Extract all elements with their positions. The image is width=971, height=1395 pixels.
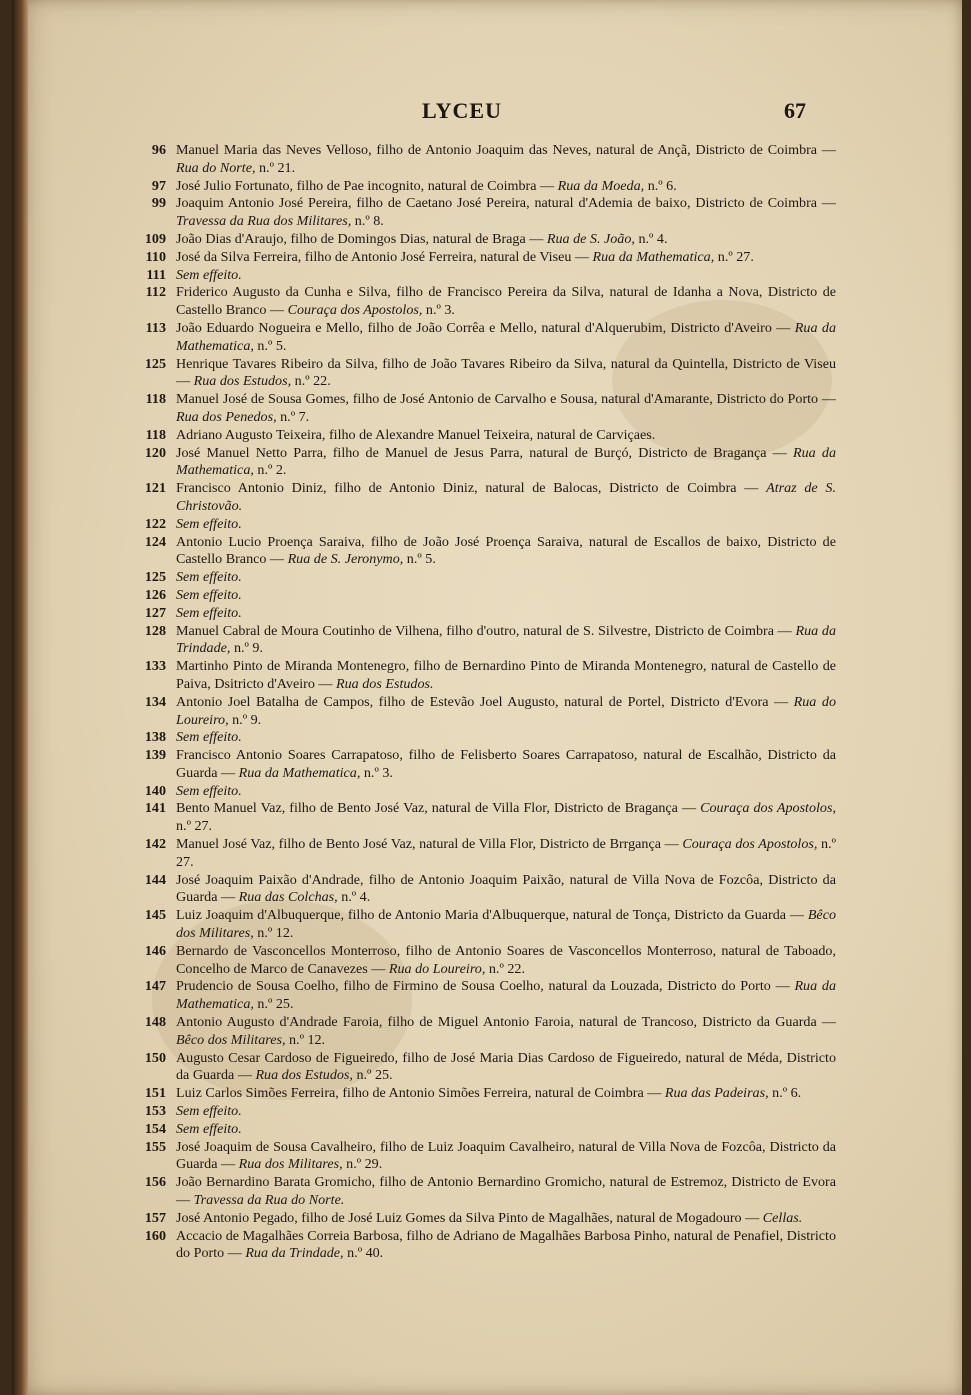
entry-number: 138 bbox=[144, 729, 166, 746]
entry-description: Francisco Antonio Diniz, filho de Antonio Diniz, natural de Balocas, Districto de Coimbra — bbox=[176, 480, 767, 497]
entry-text bbox=[176, 516, 836, 534]
entry-number: 113 bbox=[145, 319, 166, 336]
entry-house-number: n.º 25. bbox=[253, 996, 294, 1013]
running-title: LYCEU bbox=[422, 98, 502, 123]
register-entry bbox=[132, 320, 836, 356]
entry-text bbox=[176, 427, 836, 445]
register-entry bbox=[132, 445, 836, 481]
entry-address: Rua das Colchas, bbox=[238, 889, 338, 906]
entry-text bbox=[176, 836, 836, 872]
entry-number: 141 bbox=[144, 800, 166, 817]
entry-text bbox=[176, 142, 836, 178]
entry-description: Friderico Augusto da Cunha e Silva, filho de Francisco Pereira da Silva, natural de Idanha a Nova, Districto de Castello Branco — bbox=[176, 284, 836, 319]
entry-house-number: n.º 27. bbox=[714, 248, 754, 265]
entry-number: 118 bbox=[145, 391, 166, 408]
entry-house-number: n.º 29. bbox=[342, 1156, 383, 1173]
entry-house-number: n.º 3. bbox=[422, 302, 455, 319]
register-entry bbox=[132, 1121, 836, 1139]
entry-text bbox=[176, 800, 836, 836]
entry-text bbox=[176, 195, 836, 231]
entry-number: 134 bbox=[144, 693, 166, 710]
register-entry bbox=[132, 1050, 836, 1086]
entry-text bbox=[176, 1210, 836, 1228]
entry-number: 118 bbox=[145, 426, 166, 443]
entry-description: Luiz Carlos Simões Ferreira, filho de Antonio Simões Ferreira, natural de Coimbra — bbox=[176, 1085, 665, 1102]
entry-address: Bêco dos Militares, bbox=[176, 1031, 286, 1048]
entry-number: 96 bbox=[151, 142, 166, 158]
entry-house-number: n.º 12. bbox=[253, 925, 294, 942]
entry-address: Bêco dos Militares, bbox=[176, 907, 836, 942]
entry-house-number: n.º 5. bbox=[403, 551, 436, 568]
entry-text bbox=[176, 694, 836, 730]
entry-number: 125 bbox=[144, 355, 166, 372]
entry-number: 109 bbox=[144, 230, 166, 247]
entry-description: Augusto Cesar Cardoso de Figueiredo, filho de José Maria Dias Cardoso de Figueiredo, natural de Méda, Districto da Guarda — bbox=[176, 1049, 836, 1084]
entry-address: Rua da Mathematica, bbox=[176, 978, 836, 1013]
entry-address: Couraça dos Apostolos, bbox=[700, 800, 836, 817]
entry-description: Antonio Augusto d'Andrade Faroia, filho de Miguel Antonio Faroia, natural de Trancoso, Districto da Guarda — bbox=[176, 1014, 836, 1031]
register-entry bbox=[132, 231, 836, 249]
entry-void-note: Sem effeito. bbox=[176, 515, 242, 532]
entry-house-number: n.º 27. bbox=[176, 836, 836, 870]
entry-address: Rua das Padeiras, bbox=[664, 1085, 769, 1102]
entry-text bbox=[176, 872, 836, 908]
entry-description: Manuel Cabral de Moura Coutinho de Vilhena, filho d'outro, natural de S. Silvestre, Districto de Coimbra — bbox=[176, 622, 796, 639]
entry-text bbox=[176, 1014, 836, 1050]
entry-text bbox=[176, 391, 836, 427]
register-entry bbox=[132, 249, 836, 267]
entry-void-note: Sem effeito. bbox=[176, 569, 242, 586]
entry-text bbox=[176, 658, 836, 694]
register-entry bbox=[132, 1228, 836, 1264]
entry-house-number: n.º 8. bbox=[351, 213, 384, 230]
entry-text bbox=[176, 249, 836, 267]
entry-text bbox=[176, 356, 836, 392]
register-entry bbox=[132, 391, 836, 427]
entry-address: Rua de S. João, bbox=[546, 230, 635, 247]
register-entry bbox=[132, 178, 836, 196]
entry-text bbox=[176, 623, 836, 659]
register-entry bbox=[132, 1103, 836, 1121]
entry-text bbox=[176, 231, 836, 249]
entry-description: José da Silva Ferreira, filho de Antonio José Ferreira, natural de Viseu — bbox=[176, 248, 593, 265]
entry-text bbox=[176, 747, 836, 783]
register-entry bbox=[132, 872, 836, 908]
page-header bbox=[12, 98, 962, 128]
register-entry bbox=[132, 480, 836, 516]
register-entry bbox=[132, 1085, 836, 1103]
entry-address: Travessa da Rua dos Militares, bbox=[176, 213, 352, 230]
entry-house-number: n.º 22. bbox=[291, 373, 331, 390]
entry-number: 127 bbox=[144, 604, 166, 621]
entry-description: Martinho Pinto de Miranda Montenegro, filho de Bernardino Pinto de Miranda Montenegro, natural de Castello de Paiva, Dsitricto d'Aveiro — bbox=[176, 658, 836, 692]
entry-text bbox=[176, 267, 836, 285]
entry-number: 154 bbox=[144, 1120, 166, 1137]
entry-address: Rua dos Estudos, bbox=[255, 1067, 353, 1084]
entry-address: Rua do Norte, bbox=[176, 159, 256, 176]
entry-address: Rua do Loureiro, bbox=[388, 960, 486, 977]
entry-number: 124 bbox=[144, 533, 166, 550]
entry-void-note: Sem effeito. bbox=[176, 586, 242, 603]
entry-number: 140 bbox=[144, 782, 166, 799]
entry-number: 145 bbox=[144, 907, 166, 924]
register-entry bbox=[132, 569, 836, 587]
register-entry bbox=[132, 284, 836, 320]
entry-description: José Manuel Netto Parra, filho de Manuel de Jesus Parra, natural de Burçó, Districto de Bragança — bbox=[176, 444, 793, 461]
book-spine bbox=[12, 0, 28, 1395]
student-register-list bbox=[132, 142, 836, 1263]
entry-description: Accacio de Magalhães Correia Barbosa, filho de Adriano de Magalhães Barbosa Pinho, natural de Penafiel, Districto do Porto — bbox=[176, 1227, 836, 1262]
register-entry bbox=[132, 800, 836, 836]
entry-address: Travessa da Rua do Norte. bbox=[193, 1192, 345, 1209]
entry-number: 139 bbox=[144, 747, 166, 764]
entry-address: Rua do Loureiro, bbox=[176, 693, 836, 728]
entry-text bbox=[176, 445, 836, 481]
entry-address: Rua da Moeda, bbox=[557, 177, 645, 194]
entry-number: 97 bbox=[151, 177, 166, 194]
entry-description: Bento Manuel Vaz, filho de Bento José Vaz, natural de Villa Flor, Districto de Bragança — bbox=[176, 800, 701, 817]
register-entry bbox=[132, 1139, 836, 1175]
entry-text bbox=[176, 1085, 836, 1103]
register-entry bbox=[132, 729, 836, 747]
entry-address: Couraça dos Apostolos, bbox=[287, 302, 423, 319]
register-entry bbox=[132, 534, 836, 570]
entry-number: 160 bbox=[144, 1227, 166, 1244]
entry-description: Antonio Lucio Proença Saraiva, filho de João José Proença Saraiva, natural de Escallos de baixo, Districto de Castello Branco — bbox=[176, 533, 836, 568]
entry-description: Bernardo de Vasconcellos Monterroso, filho de Antonio Soares de Vasconcellos Monterroso, natural de Taboado, Concelho de Marco de Canavezes — bbox=[176, 942, 836, 977]
entry-description: Manuel Maria das Neves Velloso, filho de Antonio Joaquim das Neves, natural de Ançã, Districto de Coimbra — bbox=[176, 142, 836, 158]
register-entry bbox=[132, 356, 836, 392]
register-entry bbox=[132, 747, 836, 783]
register-entry bbox=[132, 623, 836, 659]
entry-description: João Eduardo Nogueira e Mello, filho de João Corrêa e Mello, natural d'Alquerubim, Districto d'Aveiro — bbox=[176, 319, 795, 336]
entry-number: 99 bbox=[151, 195, 166, 212]
entry-number: 155 bbox=[144, 1138, 166, 1155]
entry-number: 126 bbox=[144, 586, 166, 603]
entry-address: Rua da Mathematica, bbox=[176, 444, 836, 479]
entry-number: 122 bbox=[144, 515, 166, 532]
entry-description: Luiz Joaquim d'Albuquerque, filho de Antonio Maria d'Albuquerque, natural de Tonça, Districto da Guarda — bbox=[176, 907, 808, 924]
entry-text bbox=[176, 1121, 836, 1139]
entry-text bbox=[176, 729, 836, 747]
entry-address: Rua dos Estudos. bbox=[336, 675, 434, 692]
entry-number: 128 bbox=[144, 622, 166, 639]
entry-description: João Dias d'Araujo, filho de Domingos Dias, natural de Braga — bbox=[176, 230, 547, 247]
entry-number: 121 bbox=[144, 480, 166, 497]
entry-house-number: n.º 40. bbox=[343, 1245, 384, 1262]
entry-void-note: Sem effeito. bbox=[176, 729, 242, 746]
entry-number: 148 bbox=[144, 1014, 166, 1031]
register-entry bbox=[132, 1174, 836, 1210]
entry-text bbox=[176, 907, 836, 943]
entry-address: Rua dos Estudos, bbox=[193, 373, 292, 390]
entry-text bbox=[176, 284, 836, 320]
entry-description: Manuel José de Sousa Gomes, filho de José Antonio de Carvalho e Sousa, natural d'Amarante, Districto do Porto — bbox=[176, 391, 836, 408]
register-entry bbox=[132, 516, 836, 534]
entry-description: José Julio Fortunato, filho de Pae incognito, natural de Coimbra — bbox=[176, 177, 558, 194]
entry-house-number: n.º 7. bbox=[276, 408, 310, 425]
entry-house-number: n.º 25. bbox=[352, 1067, 393, 1084]
entry-number: 142 bbox=[144, 836, 166, 853]
entry-description: Manuel José Vaz, filho de Bento José Vaz, natural de Villa Flor, Districto de Brrgança — bbox=[176, 836, 683, 853]
entry-house-number: n.º 9. bbox=[228, 711, 262, 728]
entry-house-number: n.º 2. bbox=[253, 462, 287, 479]
entry-house-number: n.º 4. bbox=[337, 889, 371, 906]
entry-number: 153 bbox=[144, 1103, 166, 1120]
register-entry bbox=[132, 694, 836, 730]
register-entry bbox=[132, 605, 836, 623]
entry-number: 147 bbox=[144, 978, 166, 995]
entry-address: Rua da Mathematica, bbox=[592, 248, 715, 265]
register-entry bbox=[132, 1210, 836, 1228]
entry-address: Rua dos Militares, bbox=[238, 1156, 343, 1173]
book-page bbox=[12, 0, 962, 1395]
entry-text bbox=[176, 587, 836, 605]
register-entry bbox=[132, 142, 836, 178]
entry-address: Rua dos Penedos, bbox=[176, 408, 277, 425]
entry-description: José Joaquim Paixão d'Andrade, filho de Antonio Joaquim Paixão, natural de Villa Nova de Fozcôa, Districto da Guarda — bbox=[176, 871, 836, 906]
entry-number: 110 bbox=[145, 248, 166, 265]
entry-void-note: Sem effeito. bbox=[176, 1120, 242, 1137]
entry-address: Rua de S. Jeronymo, bbox=[287, 551, 404, 568]
entry-address: Couraça dos Apostolos, bbox=[682, 836, 818, 853]
entry-number: 157 bbox=[144, 1209, 166, 1226]
entry-house-number: n.º 3. bbox=[360, 764, 393, 781]
entry-description: Prudencio de Sousa Coelho, filho de Firmino de Sousa Coelho, natural da Louzada, Districto do Porto — bbox=[176, 978, 795, 995]
page-number: 67 bbox=[784, 98, 806, 123]
entry-address: Rua da Trindade, bbox=[245, 1245, 344, 1262]
register-entry bbox=[132, 783, 836, 801]
entry-text bbox=[176, 783, 836, 801]
entry-address: Atraz de S. Christovão. bbox=[176, 480, 836, 514]
entry-number: 156 bbox=[144, 1174, 166, 1191]
entry-address: Rua da Mathematica, bbox=[176, 319, 836, 354]
entry-description: Henrique Tavares Ribeiro da Silva, filho de João Tavares Ribeiro da Silva, natural da Quintella, Districto de Viseu — bbox=[176, 355, 836, 390]
entry-house-number: n.º 12. bbox=[285, 1031, 326, 1048]
entry-number: 120 bbox=[144, 444, 166, 461]
entry-number: 144 bbox=[144, 871, 166, 888]
entry-text bbox=[176, 1103, 836, 1121]
entry-text bbox=[176, 1228, 836, 1264]
entry-text bbox=[176, 605, 836, 623]
register-entry bbox=[132, 943, 836, 979]
entry-void-note: Sem effeito. bbox=[176, 266, 242, 283]
entry-text bbox=[176, 534, 836, 570]
register-entry bbox=[132, 658, 836, 694]
entry-void-note: Sem effeito. bbox=[176, 1103, 242, 1120]
entry-description: Joaquim Antonio José Pereira, filho de Caetano José Pereira, natural d'Ademia de baixo, Districto de Coimbra — bbox=[176, 195, 836, 212]
entry-number: 125 bbox=[144, 569, 166, 586]
entry-text bbox=[176, 978, 836, 1014]
entry-house-number: n.º 5. bbox=[253, 337, 287, 354]
entry-description: João Bernardino Barata Gromicho, filho de Antonio Bernardino Gromicho, natural de Estremoz, Districto de Evora — bbox=[176, 1174, 836, 1209]
register-entry bbox=[132, 195, 836, 231]
entry-text bbox=[176, 320, 836, 356]
entry-text bbox=[176, 569, 836, 587]
register-entry bbox=[132, 1014, 836, 1050]
entry-address: Rua da Trindade, bbox=[176, 622, 836, 657]
entry-house-number: n.º 21. bbox=[255, 159, 296, 176]
register-entry bbox=[132, 836, 836, 872]
entry-void-note: Sem effeito. bbox=[176, 782, 242, 799]
entry-number: 133 bbox=[144, 658, 166, 675]
entry-house-number: n.º 6. bbox=[768, 1085, 802, 1102]
entry-address: Cellas. bbox=[762, 1209, 803, 1226]
entry-house-number: n.º 27. bbox=[176, 818, 213, 835]
entry-text bbox=[176, 480, 836, 516]
entry-text bbox=[176, 178, 836, 196]
entry-text bbox=[176, 1174, 836, 1210]
register-entry bbox=[132, 907, 836, 943]
entry-house-number: n.º 22. bbox=[485, 960, 525, 977]
entry-number: 150 bbox=[144, 1049, 166, 1066]
entry-description: José Joaquim de Sousa Cavalheiro, filho de Luiz Joaquim Cavalheiro, natural de Villa Nova de Fozcôa, Districto da Guarda — bbox=[176, 1138, 836, 1173]
entry-house-number: n.º 9. bbox=[230, 640, 263, 657]
entry-number: 151 bbox=[144, 1085, 166, 1102]
entry-house-number: n.º 4. bbox=[634, 230, 668, 247]
register-entry bbox=[132, 587, 836, 605]
entry-description: Adriano Augusto Teixeira, filho de Alexandre Manuel Teixeira, natural de Carviçaes. bbox=[176, 426, 656, 443]
entry-number: 146 bbox=[144, 942, 166, 959]
entry-description: Antonio Joel Batalha de Campos, filho de Estevão Joel Augusto, natural de Portel, Districto d'Evora — bbox=[176, 693, 794, 710]
entry-address: Rua da Mathematica, bbox=[238, 764, 361, 781]
register-entry bbox=[132, 427, 836, 445]
entry-number: 111 bbox=[146, 266, 166, 283]
entry-house-number: n.º 6. bbox=[644, 177, 677, 194]
register-entry bbox=[132, 978, 836, 1014]
entry-number: 112 bbox=[145, 284, 166, 301]
entry-description: Francisco Antonio Soares Carrapatoso, filho de Felisberto Soares Carrapatoso, natural de Escalhão, Districto da Guarda — bbox=[176, 747, 836, 781]
register-entry bbox=[132, 267, 836, 285]
entry-text bbox=[176, 1139, 836, 1175]
entry-description: José Antonio Pegado, filho de José Luiz Gomes da Silva Pinto de Magalhães, natural de Mogadouro — bbox=[176, 1209, 763, 1226]
entry-text bbox=[176, 943, 836, 979]
entry-text bbox=[176, 1050, 836, 1086]
entry-void-note: Sem effeito. bbox=[176, 604, 242, 621]
